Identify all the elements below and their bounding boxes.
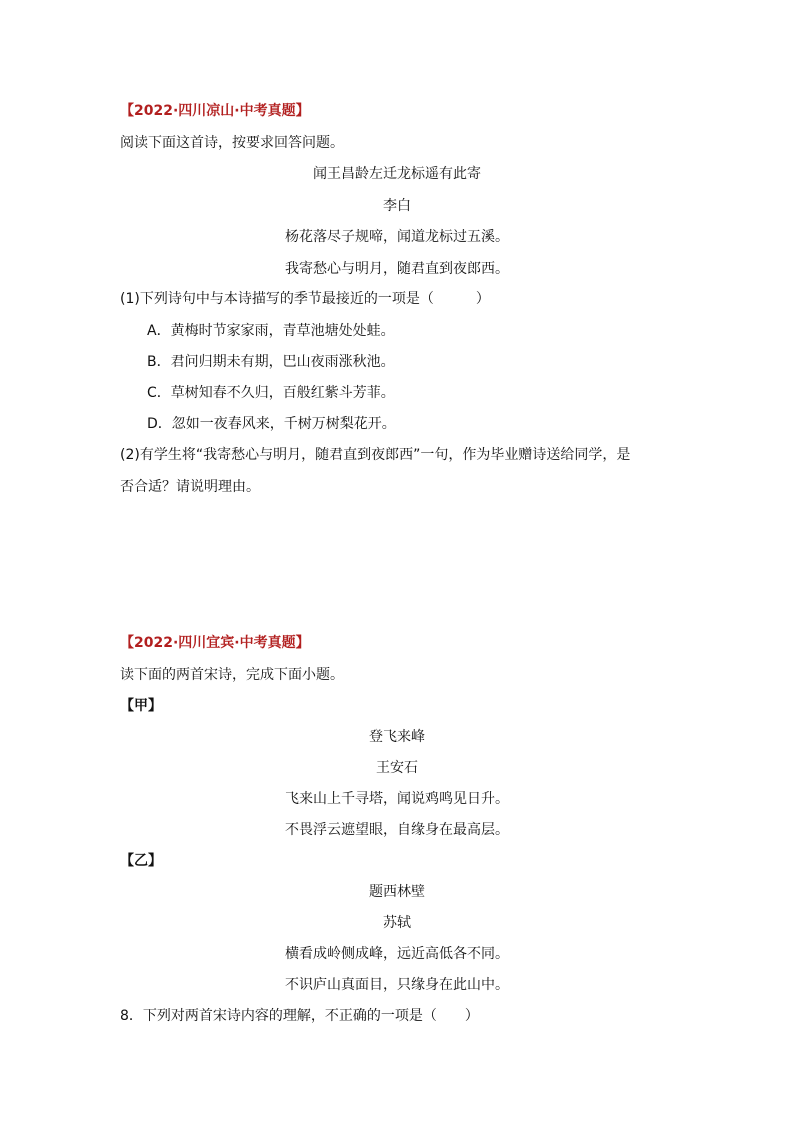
- source-label: 【2022·四川宜宾·中考真题】: [120, 635, 310, 651]
- poem-author: 王安石: [376, 760, 418, 776]
- poem-title: 登飞来峰: [369, 729, 425, 745]
- poem-title: 题西林壁: [369, 884, 425, 900]
- poem-title: 闻王昌龄左迁龙标遥有此寄: [313, 166, 481, 182]
- poem-line: 横看成岭侧成峰，远近高低各不同。: [285, 946, 509, 962]
- question-stem: (2)有学生将“我寄愁心与明月，随君直到夜郎西”一句，作为毕业赠诗送给同学，是: [120, 447, 631, 463]
- option-a: A．黄梅时节家家雨，青草池塘处处蛙。: [147, 323, 395, 339]
- poem-line: 杨花落尽子规啼，闻道龙标过五溪。: [285, 229, 509, 245]
- question-stem-continued: 否合适？请说明理由。: [120, 479, 260, 495]
- poem-author: 李白: [383, 198, 411, 214]
- instruction-text: 阅读下面这首诗，按要求回答问题。: [120, 135, 344, 151]
- option-c: C．草树知春不久归，百般红紫斗芳菲。: [147, 385, 395, 401]
- question-stem: (1)下列诗句中与本诗描写的季节最接近的一项是（ ）: [120, 291, 490, 307]
- poem-tag: 【甲】: [120, 698, 162, 714]
- poem-line: 飞来山上千寻塔，闻说鸡鸣见日升。: [285, 791, 509, 807]
- poem-line: 我寄愁心与明月，随君直到夜郎西。: [285, 261, 509, 277]
- poem-line: 不畏浮云遮望眼，自缘身在最高层。: [285, 822, 509, 838]
- poem-author: 苏轼: [383, 915, 411, 931]
- poem-line: 不识庐山真面目，只缘身在此山中。: [285, 977, 509, 993]
- poem-tag: 【乙】: [120, 853, 162, 869]
- source-label: 【2022·四川凉山·中考真题】: [120, 103, 310, 119]
- option-d: D．忽如一夜春风来，千树万树梨花开。: [147, 416, 396, 432]
- question-stem: 8．下列对两首宋诗内容的理解，不正确的一项是（ ）: [120, 1008, 479, 1024]
- option-b: B．君问归期未有期，巴山夜雨涨秋池。: [147, 354, 395, 370]
- instruction-text: 读下面的两首宋诗，完成下面小题。: [120, 667, 344, 683]
